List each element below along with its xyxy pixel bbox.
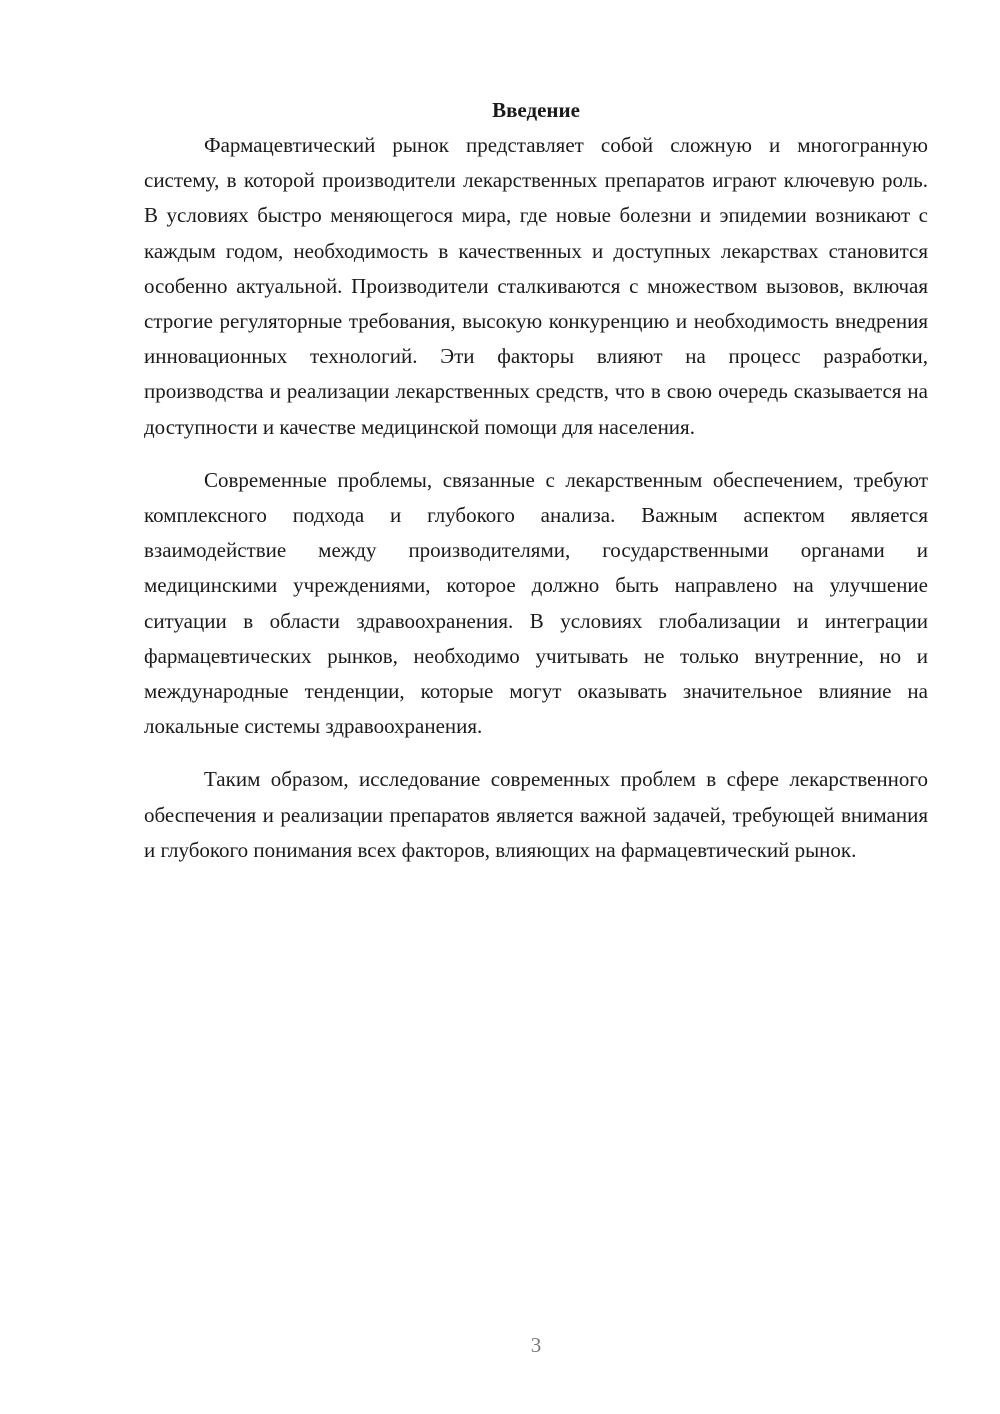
page-content: [144, 93, 928, 868]
paragraph-3: Таким образом, исследование современных проблем в сфере лекарственного обеспечения и реализации препаратов является важной задачей, требующей внимания и глубокого понимания всех факторов, влияющих на фармацевтический рынок.: [144, 767, 928, 862]
page-number: 3: [530, 1333, 542, 1357]
paragraph-2: Современные проблемы, связанные с лекарственным обеспечением, требуют комплексного подхода и глубокого анализа. Важным аспектом является взаимодействие между производителями, государственными органами и медицинскими учреждениями, которое должно быть направлено на улучшение ситуации в области здравоохранения. В условиях глобализации и интеграции фармацевтических рынков, необходимо учитывать не только внутренние, но и международные тенденции, которые могут оказывать значительное влияние на локальные системы здравоохранения.: [144, 467, 928, 739]
section-title: Введение: [492, 98, 580, 122]
paragraph-1: Фармацевтический рынок представляет собой сложную и многогранную систему, в которой производители лекарственных препаратов играют ключевую роль. В условиях быстро меняющегося мира, где новые болезни и эпидемии возникают с каждым годом, необходимость в качественных и доступных лекарствах становится особенно актуальной. Производители сталкиваются с множеством вызовов, включая строгие регуляторные требования, высокую конкуренцию и необходимость внедрения инновационных технологий. Эти факторы влияют на процесс разработки, производства и реализации лекарственных средств, что в свою очередь сказывается на доступности и качестве медицинской помощи для населения.: [144, 133, 928, 439]
